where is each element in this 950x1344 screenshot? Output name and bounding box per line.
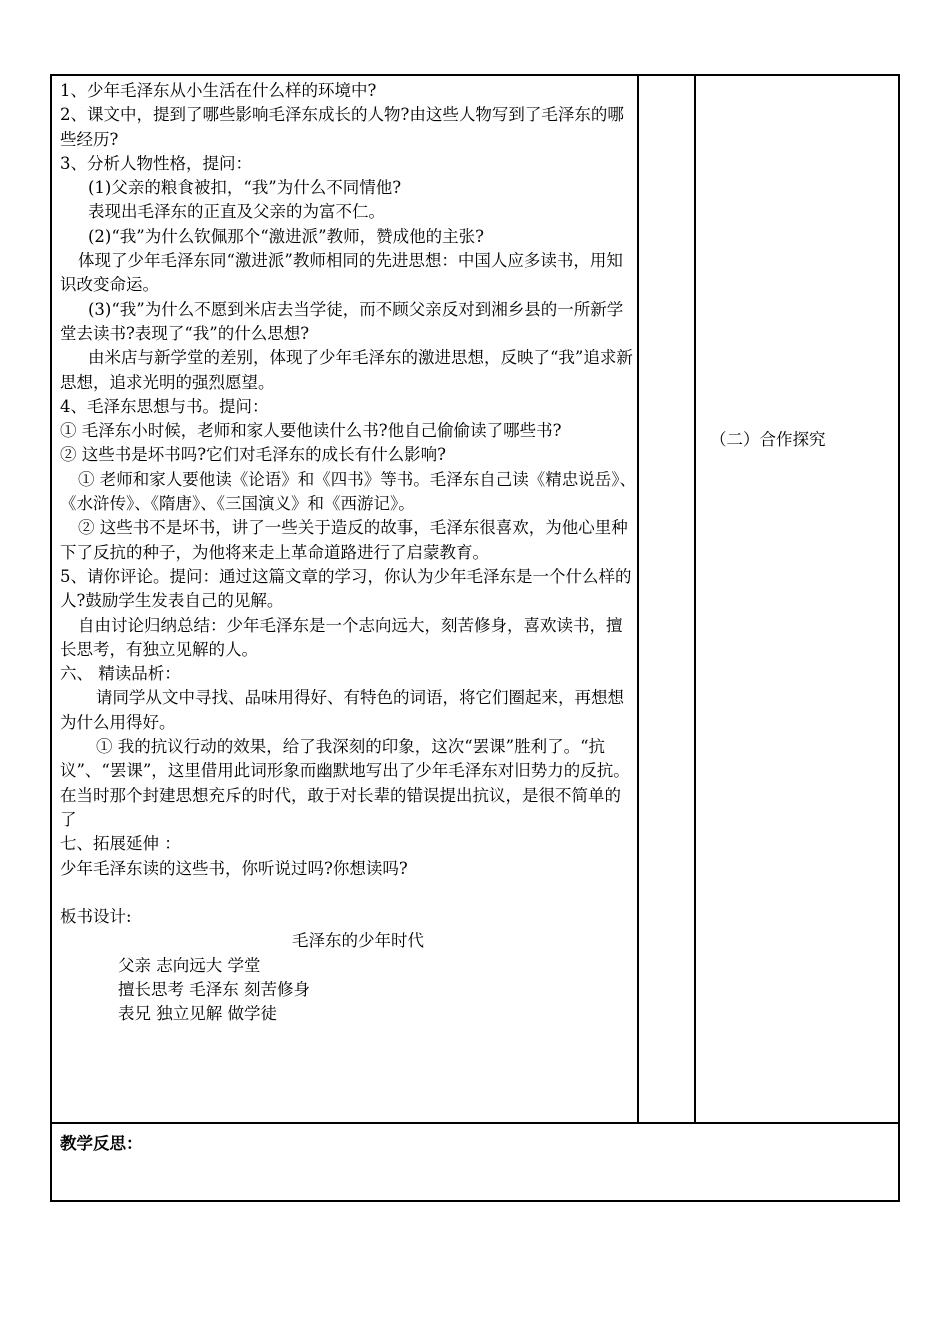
content-line: 表现出毛泽东的正直及父亲的为富不仁。 [88, 202, 385, 222]
board-row-2: 擅长思考 毛泽东 刻苦修身 [118, 979, 310, 999]
content-line: 由米店与新学堂的差别，体现了少年毛泽东的激进思想，反映了“我”追求新思想，追求光明的强烈愿望。 [60, 348, 633, 392]
content-line: 1、少年毛泽东从小生活在什么样的环境中? [60, 81, 377, 100]
content-line: ① 老师和家人要他读《论语》和《四书》等书。毛泽东自己读《精忠说岳》、《水浒传》、《隋唐》、《三国演义》和《西游记》。 [60, 469, 636, 514]
lesson-plan-table [50, 74, 900, 1202]
content-line: ② 这些书是坏书吗?它们对毛泽东的成长有什么影响? [60, 445, 446, 465]
content-line: (3)“我”为什么不愿到米店去当学徒，而不顾父亲反对到湘乡县的一所新学堂去读书?表现了“我”的什么思想? [60, 299, 624, 343]
column-divider-1 [637, 76, 639, 1124]
teaching-content-cell [60, 79, 636, 1027]
content-line: 5、请你评论。提问：通过这篇文章的学习，你认为少年毛泽东是一个什么样的人?鼓励学生发表自己的见解。 [60, 566, 632, 611]
content-line: 少年毛泽东读的这些书，你听说过吗?你想读吗? [60, 858, 408, 878]
content-line: ① 毛泽东小时候，老师和家人要他读什么书?他自己偷偷读了哪些书? [60, 421, 562, 441]
column-divider-2 [694, 76, 696, 1124]
content-line: ① 我的抗议行动的效果，给了我深刻的印象，这次“罢课”胜利了。“抗议”、“罢课”，这里借用此词形象而幽默地写出了少年毛泽东对旧势力的反抗。在当时那个封建思想充斥的时代，敢于对长辈的错误提出抗议，是很不简单的了 [60, 737, 630, 829]
activity-label: （二）合作探究 [710, 430, 826, 449]
teaching-content-lines [60, 79, 636, 929]
board-row-1: 父亲 志向远大 学堂 [118, 955, 261, 975]
content-line: (2)“我”为什么钦佩那个“激进派”教师，赞成他的主张? [88, 226, 484, 246]
content-line: 请同学从文中寻找、品味用得好、有特色的词语，将它们圈起来，再想想为什么用得好。 [60, 688, 624, 732]
board-row-3: 表兄 独立见解 做学徒 [118, 1004, 277, 1024]
content-line: 2、课文中，提到了哪些影响毛泽东成长的人物?由这些人物写到了毛泽东的哪些经历? [60, 105, 624, 149]
content-line: 六、 精读品析： [60, 664, 181, 684]
content-line: 4、毛泽东思想与书。提问： [60, 396, 269, 416]
row-divider [52, 1122, 898, 1124]
content-line: 七、拓展延伸 ： [60, 834, 181, 854]
content-line: ② 这些书不是坏书，讲了一些关于造反的故事，毛泽东很喜欢，为他心里种下了反抗的种子，为他将来走上革命道路进行了启蒙教育。 [60, 518, 628, 562]
content-line: 板书设计: [60, 907, 132, 927]
board-title: 毛泽东的少年时代 [292, 931, 424, 951]
content-line: (1)父亲的粮食被扣，“我”为什么不同情他? [88, 178, 402, 198]
content-line: 3、分析人物性格，提问： [60, 153, 252, 173]
content-line [60, 881, 636, 905]
content-line: 体现了少年毛泽东同“激进派”教师相同的先进思想：中国人应多读书，用知识改变命运。 [60, 251, 623, 295]
content-line: 自由讨论归纳总结：少年毛泽东是一个志向远大，刻苦修身，喜欢读书，擅长思考，有独立见解的人。 [60, 615, 623, 659]
reflection-label: 教学反思： [60, 1134, 143, 1153]
